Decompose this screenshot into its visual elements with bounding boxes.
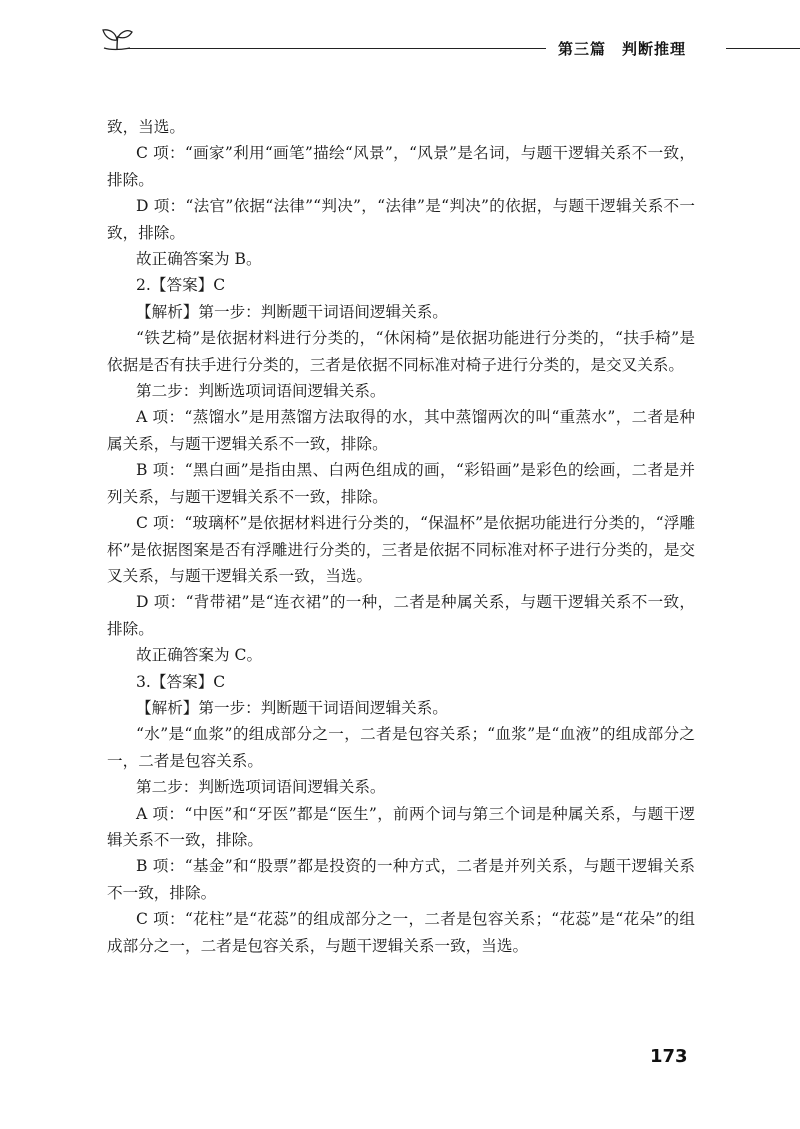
header-rule-right [726, 48, 800, 49]
paragraph: D 项：“背带裙”是“连衣裙”的一种，二者是种属关系，与题干逻辑关系不一致，排除。 [107, 593, 695, 638]
paragraph: 故正确答案为 B。 [136, 250, 262, 269]
paragraph: D 项：“法官”依据“法律”“判决”，“法律”是“判决”的依据，与题干逻辑关系不一致，排除。 [107, 197, 695, 242]
paragraph: C 项：“画家”利用“画笔”描绘“风景”，“风景”是名词，与题干逻辑关系不一致，排除。 [107, 144, 695, 189]
paragraph: 故正确答案为 C。 [136, 646, 263, 665]
paragraph: C 项：“花柱”是“花蕊”的组成部分之一，二者是包容关系；“花蕊”是“花朵”的组成部分之一，二者是包容关系，与题干逻辑关系一致，当选。 [107, 910, 695, 955]
paragraph: 第二步：判断选项词语间逻辑关系。 [136, 382, 386, 401]
answer-explanation-body [107, 114, 695, 959]
paragraph: 第二步：判断选项词语间逻辑关系。 [136, 778, 386, 797]
paragraph: “铁艺椅”是依据材料进行分类的，“休闲椅”是依据功能进行分类的，“扶手椅”是依据是否有扶手进行分类的，三者是依据不同标准对椅子进行分类的，是交叉关系。 [107, 329, 695, 374]
header-rule-left [126, 48, 546, 49]
paragraph: A 项：“中医”和“牙医”都是“医生”，前两个词与第三个词是种属关系，与题干逻辑关系不一致，排除。 [107, 804, 695, 849]
paragraph: 3.【答案】C [136, 672, 226, 691]
paragraph: 【解析】第一步：判断题干词语间逻辑关系。 [136, 302, 448, 321]
paragraph: 【解析】第一步：判断题干词语间逻辑关系。 [136, 698, 448, 717]
paragraph: B 项：“基金”和“股票”都是投资的一种方式，二者是并列关系，与题干逻辑关系不一致，排除。 [107, 857, 695, 902]
paragraph: 致，当选。 [107, 118, 185, 136]
paragraph: A 项：“蒸馏水”是用蒸馏方法取得的水，其中蒸馏两次的叫“重蒸水”，二者是种属关系，与题干逻辑关系不一致，排除。 [107, 408, 695, 453]
paragraph: “水”是“血浆”的组成部分之一，二者是包容关系；“血浆”是“血液”的组成部分之一，二者是包容关系。 [107, 725, 695, 770]
paragraph: C 项：“玻璃杯”是依据材料进行分类的，“保温杯”是依据功能进行分类的，“浮雕杯”是依据图案是否有浮雕进行分类的，三者是依据不同标准对杯子进行分类的，是交叉关系，与题干逻辑关系一致，当选。 [107, 514, 695, 585]
page-number: 173 [650, 1046, 688, 1067]
paragraph: 2.【答案】C [136, 276, 226, 295]
chapter-title: 第三篇 判断推理 [558, 40, 687, 58]
paragraph: B 项：“黑白画”是指由黑、白两色组成的画，“彩铅画”是彩色的绘画，二者是并列关系，与题干逻辑关系不一致，排除。 [107, 461, 695, 506]
page-header [0, 0, 800, 70]
